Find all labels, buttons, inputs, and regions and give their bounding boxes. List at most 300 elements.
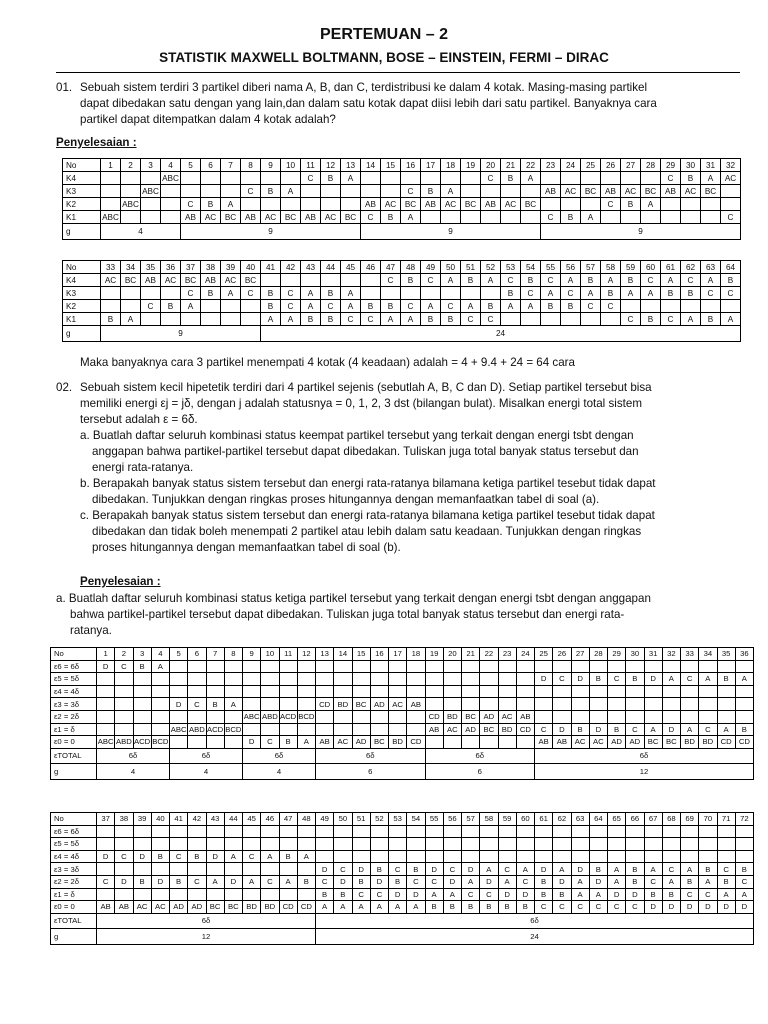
table-cell: 57	[462, 813, 480, 826]
table-cell: B	[661, 287, 681, 300]
row-label: ε5 = 5δ	[51, 673, 97, 686]
table-cell	[352, 660, 370, 673]
table-cell	[498, 850, 516, 863]
table-cell: C	[601, 198, 621, 211]
table-cell: 35	[717, 648, 735, 661]
table-cell	[521, 211, 541, 224]
table-distribution-33-64	[62, 260, 741, 342]
table-cell: 53	[501, 261, 521, 274]
table-cell: BC	[181, 274, 201, 287]
table-cell: C	[462, 888, 480, 901]
table-cell: AD	[370, 698, 388, 711]
table-cell	[681, 300, 701, 313]
table-cell: 10	[281, 159, 301, 172]
table-row	[51, 673, 754, 686]
table-cell: C	[621, 313, 641, 326]
table-cell	[241, 313, 261, 326]
row-label: g	[51, 763, 97, 779]
table-cell	[170, 685, 188, 698]
table-cell: 40	[151, 813, 169, 826]
table-cell: A	[681, 723, 699, 736]
table-cell	[581, 198, 601, 211]
table-cell: C	[661, 313, 681, 326]
table-cell	[141, 287, 161, 300]
table-cell: B	[541, 300, 561, 313]
table-cell	[389, 825, 407, 838]
table-cell: A	[581, 211, 601, 224]
table-cell: 38	[115, 813, 133, 826]
table-cell: B	[381, 211, 401, 224]
table-cell	[535, 698, 553, 711]
table-cell: C	[97, 875, 115, 888]
table-row	[51, 813, 754, 826]
table-cell	[589, 698, 607, 711]
table-cell: A	[281, 313, 301, 326]
table-cell	[188, 888, 206, 901]
table-cell	[535, 710, 553, 723]
table-cell: C	[608, 673, 626, 686]
table-cell: C	[281, 300, 301, 313]
table-cell: D	[243, 736, 261, 749]
table-cell	[151, 838, 169, 851]
table-cell	[261, 673, 279, 686]
table-cell	[571, 825, 589, 838]
table-cell: BD	[498, 723, 516, 736]
table-cell: 26	[601, 159, 621, 172]
table-cell: A	[701, 274, 721, 287]
table-cell: AD	[352, 736, 370, 749]
row-label: ε0 = 0	[51, 736, 97, 749]
table-cell: 21	[462, 648, 480, 661]
table-cell: 40	[241, 261, 261, 274]
table-cell: C	[721, 287, 741, 300]
table-cell: B	[589, 673, 607, 686]
table-cell: A	[297, 736, 315, 749]
table-cell	[161, 198, 181, 211]
table-cell: B	[621, 274, 641, 287]
table-cell	[361, 287, 381, 300]
table-cell: 31	[701, 159, 721, 172]
table-cell: D	[662, 723, 680, 736]
table-cell	[644, 685, 662, 698]
table-cell	[381, 287, 401, 300]
table-cell	[608, 710, 626, 723]
table-cell: A	[553, 863, 571, 876]
table-cell: AB	[601, 185, 621, 198]
table-cell: BCD	[298, 712, 315, 722]
table-cell	[621, 211, 641, 224]
table-cell	[407, 850, 425, 863]
table-cell	[425, 825, 443, 838]
table-cell	[161, 185, 181, 198]
table-cell: A	[401, 313, 421, 326]
table-cell: 27	[621, 159, 641, 172]
question-line: memiliki energi εj = jδ, dengan j adalah statusnya = 0, 1, 2, 3 dst (bilangan bulat). Misalkan energi total sistem	[80, 397, 642, 410]
table-cell: 18	[407, 648, 425, 661]
table-cell: BC	[206, 901, 224, 914]
table-cell	[334, 710, 352, 723]
table-cell	[553, 660, 571, 673]
table-cell: D	[97, 660, 115, 673]
table-cell	[206, 863, 224, 876]
table-cell	[608, 660, 626, 673]
table-cell: A	[681, 863, 699, 876]
table-cell	[681, 698, 699, 711]
question-part-b: b. Berapakah banyak status sistem tersebut dan energi rata-ratanya bilamana ketiga partikel tesebut tidak dapat	[80, 477, 656, 490]
table-cell: D	[681, 901, 699, 914]
table-cell	[170, 673, 188, 686]
table-cell: C	[401, 300, 421, 313]
row-label: g	[51, 928, 97, 944]
table-cell	[224, 838, 242, 851]
table-cell: AB	[541, 185, 561, 198]
table-cell: B	[101, 313, 121, 326]
table-cell	[201, 313, 221, 326]
row-label: ε1 = δ	[51, 723, 97, 736]
table-cell: CD	[316, 698, 334, 711]
table-cell	[334, 850, 352, 863]
table-cell	[297, 723, 315, 736]
table-cell	[425, 673, 443, 686]
table-cell	[425, 838, 443, 851]
table-row	[63, 224, 741, 240]
table-cell: 12	[321, 159, 341, 172]
table-cell	[201, 185, 221, 198]
table-cell: D	[224, 875, 242, 888]
table-cell	[389, 723, 407, 736]
table-cell	[352, 685, 370, 698]
table-cell	[115, 723, 133, 736]
table-cell	[443, 825, 461, 838]
table-cell: A	[641, 198, 661, 211]
table-cell: A	[601, 274, 621, 287]
table-cell	[170, 863, 188, 876]
table-cell: AC	[589, 736, 607, 749]
table-cell: D	[370, 875, 388, 888]
table-cell	[206, 673, 224, 686]
table-cell	[370, 660, 388, 673]
table-cell	[553, 838, 571, 851]
table-cell	[221, 313, 241, 326]
table-cell: D	[407, 888, 425, 901]
table-cell: C	[181, 287, 201, 300]
table-cell: C	[441, 300, 461, 313]
table-cell	[681, 838, 699, 851]
table-cell: A	[662, 673, 680, 686]
table-cell: A	[621, 287, 641, 300]
table-cell	[516, 825, 534, 838]
table-cell: A	[243, 875, 261, 888]
table-cell: 66	[626, 813, 644, 826]
table-cell: 28	[589, 648, 607, 661]
group-count-cell: 6δ	[243, 748, 316, 763]
table-cell: C	[261, 736, 279, 749]
table-cell	[370, 723, 388, 736]
row-label: K3	[63, 185, 101, 198]
group-count-cell: 12	[535, 763, 754, 779]
table-cell: AC	[261, 211, 281, 224]
table-cell	[699, 710, 717, 723]
table-cell	[535, 850, 553, 863]
table-cell	[401, 172, 421, 185]
table-cell: C	[281, 287, 301, 300]
table-cell	[115, 673, 133, 686]
table-row	[51, 748, 754, 763]
table-cell: 29	[608, 648, 626, 661]
table-cell	[699, 825, 717, 838]
table-cell: BC	[581, 185, 601, 198]
table-cell	[516, 660, 534, 673]
table-cell	[97, 673, 115, 686]
table-cell: AC	[571, 736, 589, 749]
table-cell	[681, 211, 701, 224]
table-cell: AC	[501, 198, 521, 211]
table-cell: A	[608, 875, 626, 888]
table-cell: AB	[301, 211, 321, 224]
table-cell: 52	[481, 261, 501, 274]
table-cell	[97, 723, 115, 736]
table-cell	[516, 850, 534, 863]
table-row	[63, 185, 741, 198]
table-cell: C	[480, 888, 498, 901]
table-cell	[261, 198, 281, 211]
table-cell: D	[462, 863, 480, 876]
question-line: dibedakan dan tidak boleh menempati 2 partikel atau lebih dalam satu keadaan. Tunjukkan dengan ringkas	[92, 525, 642, 538]
table-cell: ACD	[134, 737, 151, 747]
table-cell	[224, 660, 242, 673]
table-cell: D	[535, 673, 553, 686]
question-line: Sebuah sistem kecil hipetetik terdiri dari 4 partikel sejenis (sebutlah A, B, C dan D). Setiap partikel tersebut bisa	[80, 381, 652, 394]
table-cell: AC	[133, 901, 151, 914]
table-cell: C	[601, 300, 621, 313]
table-cell	[141, 313, 161, 326]
question-line: anggapan bahwa partikel-partikel tersebut dapat dibedakan. Tuliskan juga total banyak status tersebut dan	[92, 445, 639, 458]
table-cell	[321, 274, 341, 287]
table-cell	[261, 274, 281, 287]
question-1	[56, 80, 746, 128]
table-cell: B	[581, 274, 601, 287]
table-cell: 32	[662, 648, 680, 661]
group-count-cell: 4	[243, 763, 316, 779]
table-cell: AD	[480, 710, 498, 723]
table-cell: BD	[699, 736, 717, 749]
table-cell: 33	[681, 648, 699, 661]
table-cell	[535, 660, 553, 673]
question-line: dibedakan. Tunjukkan dengan ringkas proses hitungannya dengan memanfaatkan tabel di soal (a).	[92, 493, 600, 506]
table-cell	[133, 825, 151, 838]
table-cell: C	[407, 875, 425, 888]
table-cell	[115, 838, 133, 851]
table-cell: BD	[261, 901, 279, 914]
table-distribution-1-32	[62, 158, 741, 240]
table-cell	[115, 888, 133, 901]
page-title: PERTEMUAN – 2	[319, 26, 449, 43]
table-cell: 48	[297, 813, 315, 826]
table-cell: 59	[621, 261, 641, 274]
table-cell: BC	[221, 211, 241, 224]
table-cell	[443, 850, 461, 863]
row-label: ε6 = 6δ	[51, 660, 97, 673]
table-cell: 69	[681, 813, 699, 826]
table-cell	[443, 698, 461, 711]
table-cell	[261, 888, 279, 901]
table-cell	[735, 850, 753, 863]
table-cell: B	[662, 888, 680, 901]
table-cell: 13	[316, 648, 334, 661]
table-cell: 34	[121, 261, 141, 274]
table-cell: B	[421, 185, 441, 198]
table-cell	[516, 685, 534, 698]
group-count-cell: 24	[261, 326, 741, 342]
question-part-c: c. Berapakah banyak status sistem tersebut dan energi rata-ratanya bilamana ketiga partikel tesebut tidak dapat	[80, 509, 655, 522]
table-cell: D	[316, 863, 334, 876]
table-cell: A	[221, 198, 241, 211]
table-cell: D	[425, 863, 443, 876]
table-row	[51, 710, 754, 723]
table-cell: BD	[389, 736, 407, 749]
table-cell	[735, 698, 753, 711]
table-cell	[462, 736, 480, 749]
row-label: ε1 = δ	[51, 888, 97, 901]
table-cell: 50	[334, 813, 352, 826]
table-cell	[188, 838, 206, 851]
table-cell	[97, 825, 115, 838]
table-row	[51, 660, 754, 673]
table-cell	[281, 198, 301, 211]
table-cell: A	[206, 875, 224, 888]
table-cell: AB	[661, 185, 681, 198]
table-cell: C	[553, 901, 571, 914]
table-cell: AB	[407, 698, 425, 711]
table-cell: AC	[321, 211, 341, 224]
table-cell: 44	[224, 813, 242, 826]
table-cell	[407, 838, 425, 851]
table-cell	[321, 185, 341, 198]
table-cell	[261, 172, 281, 185]
table-cell: B	[626, 863, 644, 876]
table-cell: D	[608, 888, 626, 901]
table-cell	[206, 685, 224, 698]
table-cell	[334, 838, 352, 851]
table-cell	[699, 698, 717, 711]
table-cell	[589, 685, 607, 698]
table-cell: ABD	[115, 737, 132, 747]
table-cell: A	[224, 850, 242, 863]
table-cell: D	[644, 673, 662, 686]
table-row	[51, 838, 754, 851]
table-cell: B	[370, 863, 388, 876]
table-cell	[170, 736, 188, 749]
table-cell: B	[425, 901, 443, 914]
table-cell: 63	[701, 261, 721, 274]
table-cell: AB	[421, 198, 441, 211]
row-label: ε5 = 5δ	[51, 838, 97, 851]
table-cell: AD	[462, 723, 480, 736]
table-cell	[553, 698, 571, 711]
table-cell	[241, 172, 261, 185]
table-cell	[151, 685, 169, 698]
table-cell: ABC	[142, 186, 159, 196]
table-cell: 24	[561, 159, 581, 172]
table-cell: C	[334, 863, 352, 876]
table-cell: B	[561, 300, 581, 313]
table-cell	[662, 850, 680, 863]
table-cell	[443, 685, 461, 698]
table-cell	[644, 838, 662, 851]
table-row	[51, 685, 754, 698]
table-cell: B	[261, 300, 281, 313]
table-row	[63, 274, 741, 287]
table-cell: 10	[261, 648, 279, 661]
table-cell: C	[321, 300, 341, 313]
table-cell	[97, 888, 115, 901]
table-cell	[297, 660, 315, 673]
table-row	[63, 172, 741, 185]
table-cell: D	[115, 875, 133, 888]
table-cell: 71	[717, 813, 735, 826]
table-cell	[115, 685, 133, 698]
table-cell	[316, 838, 334, 851]
group-count-cell: 6δ	[170, 748, 243, 763]
table-cell: C	[681, 274, 701, 287]
table-cell	[188, 673, 206, 686]
table-cell: B	[441, 313, 461, 326]
table-cell: 51	[352, 813, 370, 826]
table-cell: AC	[161, 274, 181, 287]
table-cell	[717, 710, 735, 723]
table-cell: A	[297, 850, 315, 863]
table-cell: 12	[297, 648, 315, 661]
table-cell	[498, 838, 516, 851]
table-cell: AC	[443, 723, 461, 736]
table-cell	[341, 274, 361, 287]
table-cell: BC	[644, 736, 662, 749]
table-cell: AC	[101, 274, 121, 287]
table-cell: BCD	[152, 737, 169, 747]
table-cell: 41	[261, 261, 281, 274]
table-cell	[341, 185, 361, 198]
table-cell	[407, 710, 425, 723]
table-cell	[316, 850, 334, 863]
table-cell	[541, 198, 561, 211]
table-cell: 64	[721, 261, 741, 274]
table-cell	[501, 313, 521, 326]
table-cell: C	[535, 723, 553, 736]
table-cell	[589, 850, 607, 863]
table-cell	[370, 825, 388, 838]
table-cell	[133, 673, 151, 686]
table-cell: C	[541, 211, 561, 224]
table-cell	[279, 685, 297, 698]
table-cell: A	[181, 300, 201, 313]
table-cell: B	[261, 287, 281, 300]
table-cell: D	[589, 875, 607, 888]
table-cell: A	[425, 888, 443, 901]
solution-heading-1: Penyelesaian :	[56, 136, 137, 149]
table-row	[51, 901, 754, 914]
table-cell	[589, 825, 607, 838]
table-cell	[498, 685, 516, 698]
table-cell: B	[626, 673, 644, 686]
question-line: partikel dapat ditempatkan dalam 4 kotak adalah?	[80, 113, 336, 126]
table-cell	[141, 198, 161, 211]
table-cell: 35	[141, 261, 161, 274]
table-cell	[681, 825, 699, 838]
table-cell	[461, 287, 481, 300]
group-count-cell: 6δ	[97, 913, 316, 928]
table-cell: 4	[161, 159, 181, 172]
table-cell	[553, 825, 571, 838]
